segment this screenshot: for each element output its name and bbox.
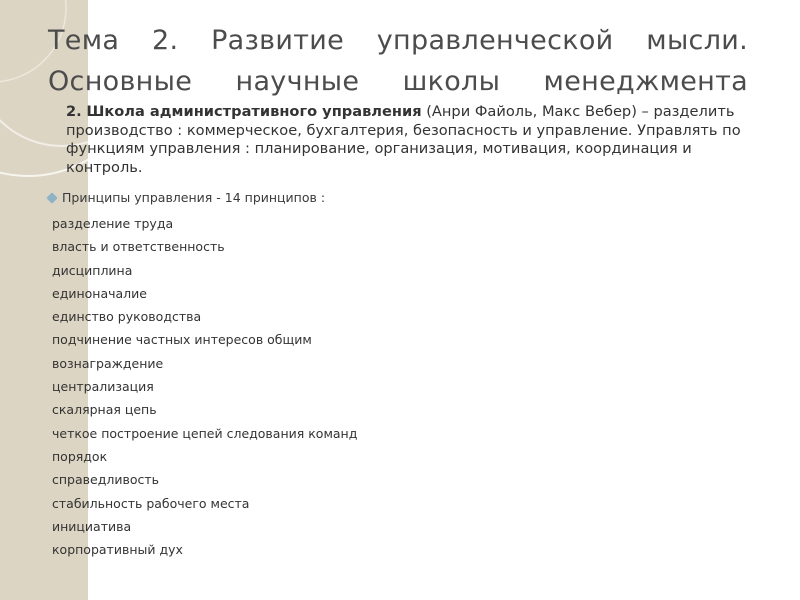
list-item: корпоративный дух bbox=[52, 542, 183, 558]
list-item: справедливость bbox=[52, 472, 159, 488]
list-item: централизация bbox=[52, 379, 154, 395]
list-item: стабильность рабочего места bbox=[52, 495, 250, 511]
principles-list bbox=[52, 212, 357, 561]
list-item: власть и ответственность bbox=[52, 239, 225, 255]
list-item: скалярная цепь bbox=[52, 402, 157, 418]
school-name: Школа административного управления bbox=[86, 103, 422, 120]
list-item: единство руководства bbox=[52, 309, 202, 325]
list-item: единоначалие bbox=[52, 285, 147, 301]
intro-paragraph bbox=[66, 103, 756, 177]
list-item: разделение труда bbox=[52, 216, 174, 231]
list-item: вознаграждение bbox=[52, 355, 164, 371]
principles-heading bbox=[62, 189, 325, 207]
list-item: четкое построение цепей следования команд bbox=[52, 425, 358, 441]
list-item: порядок bbox=[52, 448, 108, 464]
school-authors: (Анри Файоль, Макс Вебер) – bbox=[426, 103, 649, 120]
slide-title: Тема 2. Развитие управленческой мысли. Основные научные школы менеджмента bbox=[48, 25, 748, 97]
list-item: подчинение частных интересов общим bbox=[52, 332, 312, 348]
principles-heading-text: Принципы управления - 14 принципов : bbox=[62, 190, 326, 205]
list-item: дисциплина bbox=[52, 262, 133, 278]
list-item: инициатива bbox=[52, 518, 132, 534]
intro-number: 2. bbox=[66, 103, 82, 120]
school-description: разделить производство : коммерческое, бухгалтерия, безопасность и управление. Управлять по функциям управления : планирование, организация, мотивация, координация и контроль. bbox=[66, 103, 741, 176]
